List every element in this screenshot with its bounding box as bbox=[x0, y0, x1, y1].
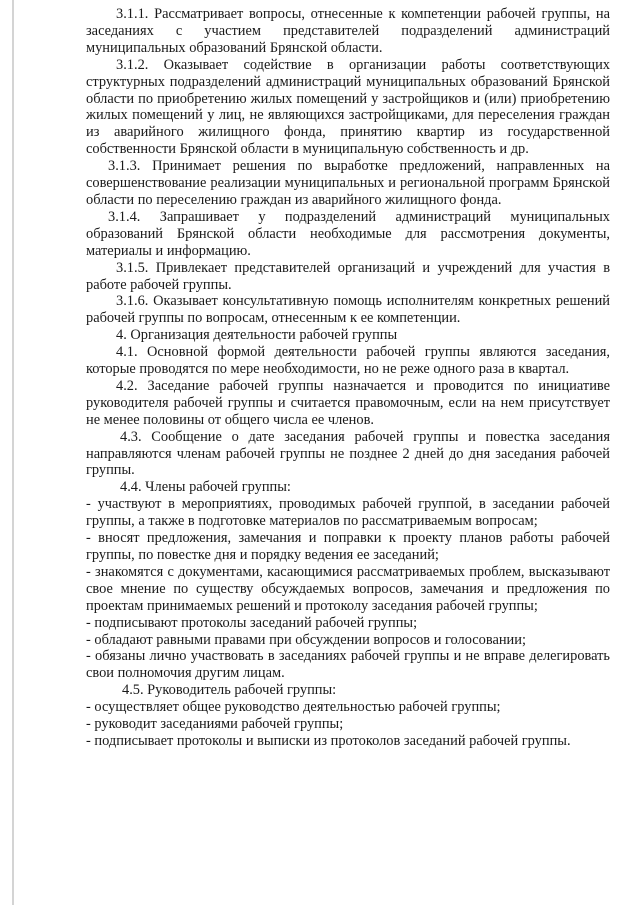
list-item-members-2: - вносят предложения, замечания и поправки к проекту планов работы рабочей группы, по повестке дня и порядку ведения ее заседаний; bbox=[86, 530, 610, 563]
paragraph-3-1-5: 3.1.5. Привлекает представителей организаций и учреждений для участия в работе рабочей группы. bbox=[86, 259, 610, 293]
paragraph-3-1-2: 3.1.2. Оказывает содействие в организации работы соответствующих структурных подразделений администраций муниципальных образований Брянской области по приобретению жилых помещений у застройщиков и (или) приобретению жилых помещений у лиц, не являющихся застройщиками, для переселения граждан из аварийного жилищного фонда, принятию квартир из государственной собственности Брянской области в муниципальную собственность и др. bbox=[86, 56, 610, 158]
paragraph-4-5: 4.5. Руководитель рабочей группы: bbox=[122, 682, 337, 699]
document-body bbox=[86, 6, 610, 750]
scan-edge-line bbox=[12, 0, 14, 905]
list-item-members-5: - обладают равными правами при обсуждении вопросов и голосовании; bbox=[86, 631, 526, 648]
list-item-members-6: - обязаны лично участвовать в заседаниях рабочей группы и не вправе делегировать свои полномочия другим лицам. bbox=[86, 648, 610, 682]
paragraph-3-1-4: 3.1.4. Запрашивает у подразделений администраций муниципальных образований Брянской области необходимые для рассмотрения документы, материалы и информацию. bbox=[86, 208, 610, 259]
list-item-members-4: - подписывают протоколы заседаний рабочей группы; bbox=[86, 614, 418, 631]
paragraph-3-1-3: 3.1.3. Принимает решения по выработке предложений, направленных на совершенствование реализации муниципальных и региональной программ Брянской области по переселению граждан из аварийного жилищного фонда. bbox=[86, 158, 610, 208]
paragraph-4-1: 4.1. Основной формой деятельности рабочей группы являются заседания, которые проводятся по мере необходимости, но не реже одного раза в квартал. bbox=[86, 344, 610, 378]
paragraph-4-4: 4.4. Члены рабочей группы: bbox=[120, 479, 291, 496]
list-item-leader-2: - руководит заседаниями рабочей группы; bbox=[86, 716, 344, 733]
paragraph-3-1-1: 3.1.1. Рассматривает вопросы, отнесенные к компетенции рабочей группы, на заседаниях с участием представителей подразделений администраций муниципальных образований Брянской области. bbox=[86, 6, 610, 56]
paragraph-3-1-6: 3.1.6. Оказывает консультативную помощь исполнителям конкретных решений рабочей группы по вопросам, отнесенным к ее компетенции. bbox=[86, 293, 610, 327]
section-heading-4: 4. Организация деятельности рабочей группы bbox=[116, 327, 398, 344]
list-item-leader-3: - подписывает протоколы и выписки из протоколов заседаний рабочей группы. bbox=[86, 732, 571, 749]
paragraph-4-2: 4.2. Заседание рабочей группы назначается и проводится по инициативе руководителя рабочей группы и считается правомочным, если на нем присутствует не менее половины от общего числа ее членов. bbox=[86, 377, 610, 428]
list-item-members-1: - участвуют в мероприятиях, проводимых рабочей группой, в заседании рабочей группы, а также в подготовке материалов по рассматриваемым вопросам; bbox=[86, 496, 610, 530]
paragraph-4-3: 4.3. Сообщение о дате заседания рабочей группы и повестка заседания направляются членам рабочей группы не позднее 2 дней до дня заседания рабочей группы. bbox=[86, 428, 610, 479]
list-item-leader-1: - осуществляет общее руководство деятельностью рабочей группы; bbox=[86, 699, 501, 716]
list-item-members-3: - знакомятся с документами, касающимися рассматриваемых проблем, высказывают свое мнение по существу обсуждаемых вопросов, замечания и предложения по проектам принимаемых решений и протоколу заседания рабочей группы; bbox=[86, 563, 610, 614]
